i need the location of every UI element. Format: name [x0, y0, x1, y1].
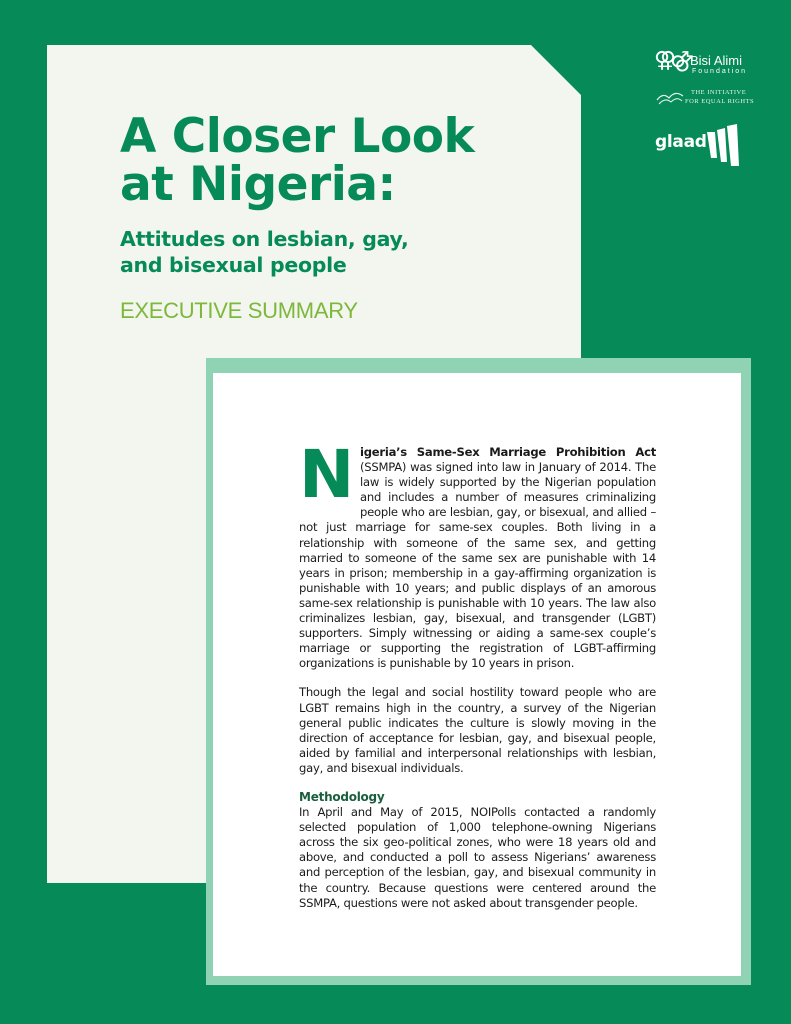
methodology-paragraph: In April and May of 2015, NOIPolls contacted a randomly selected population of 1,000 telephone-owning Nigerians across the six geo-political zones, who were 18 years old and above, and conducted a poll to assess Nigerians’ awareness and perception of the lesbian, gay, and bisexual community in the country. Because questions were centered around the SSMPA, questions were not asked about transgender people. [299, 805, 656, 910]
initiative-logo [655, 86, 755, 110]
gender-symbols-icon: ⚢⚣ [654, 47, 689, 72]
cover-subtitle [120, 226, 550, 278]
title-line-1: A Closer Look [120, 109, 475, 164]
intro-paragraph-text: (SSMPA) was signed into law in January of 2014. The law is widely supported by the Nigerian population and includes a number of measures criminalizing people who are lesbian, gay, or bisexual, and allied – not just marriage for same-sex couples. Both living in a relationship with someone of the same sex, and getting married to someone of the same sex are punishable with 14 years in prison; membership in a gay-affirming organization is punishable with 10 years; and public displays of an amorous same-sex relationship is punishable with 10 years. The law also criminalizes lesbian, gay, bisexual, and transgender (LGBT) supporters. Simply witnessing or aiding a same-sex couple’s marriage or supporting the registration of LGBT-affirming organizations is punishable by 10 years in prison. [299, 460, 656, 671]
bisi-alimi-logo [654, 47, 754, 78]
bisi-alimi-name: Bisi Alimi [690, 53, 743, 68]
initiative-line-1: THE INITIATIVE [691, 89, 747, 96]
document-body [299, 436, 656, 911]
second-paragraph: Though the legal and social hostility toward people who are LGBT remains high in the country, a survey of the Nigerian general public indicates the culture is slowly moving in the direction of acceptance for lesbian, gay, and bisexual people, aided by familial and interpersonal relationships with lesbian, gay, and bisexual individuals. [299, 685, 656, 775]
title-line-2: at Nigeria: [120, 157, 396, 212]
initiative-line-2: FOR EQUAL RIGHTS [685, 98, 755, 105]
subtitle-line-1: Attitudes on lesbian, gay, [120, 227, 409, 251]
birds-icon [655, 88, 685, 108]
intro-paragraph [299, 436, 656, 671]
subtitle-line-2: and bisexual people [120, 253, 347, 277]
lead-bold-text: igeria’s Same-Sex Marriage Prohibition Act [360, 445, 656, 459]
bisi-alimi-sub: Foundation [692, 68, 748, 75]
methodology-heading: Methodology [299, 789, 385, 804]
glaad-wave-icon [703, 124, 743, 168]
drop-cap: N [299, 436, 354, 513]
glaad-logo [655, 124, 750, 170]
cover-title [120, 109, 570, 212]
glaad-name: glaad [655, 132, 707, 152]
executive-summary-label: EXECUTIVE SUMMARY [120, 298, 358, 323]
